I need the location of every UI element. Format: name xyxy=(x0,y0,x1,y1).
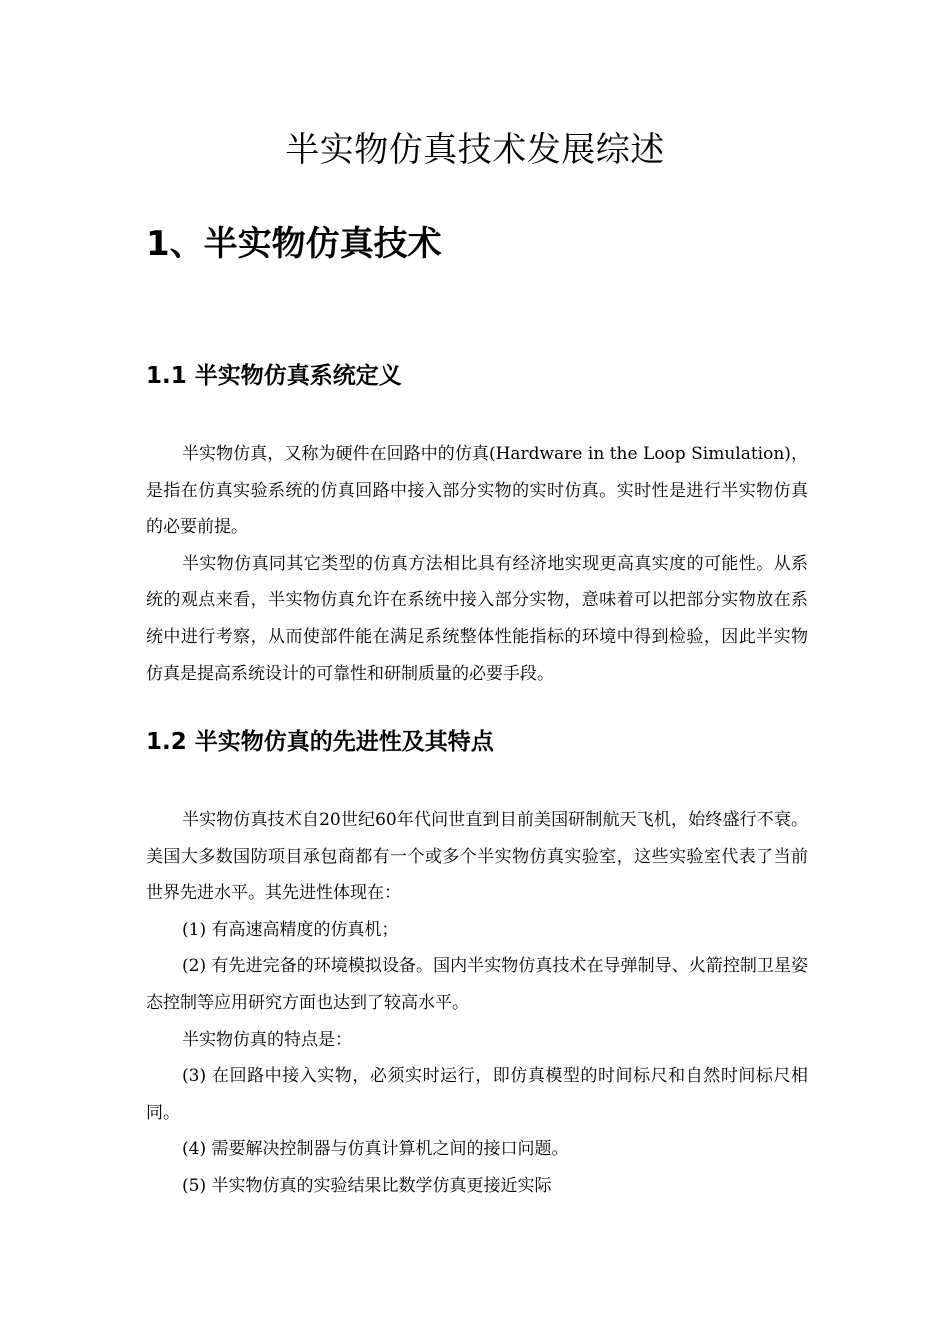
section-heading-1-1: 1.1 半实物仿真系统定义 xyxy=(146,363,402,389)
list-item: (3) 在回路中接入实物，必须实时运行，即仿真模型的时间标尺和自然时间标尺相同。 xyxy=(146,1066,808,1123)
list-item: (2) 有先进完备的环境模拟设备。国内半实物仿真技术在导弹制导、火箭控制卫星姿态控制等应用研究方面也达到了较高水平。 xyxy=(146,956,808,1013)
document-title: 半实物仿真技术发展综述 xyxy=(285,130,665,170)
list-item: (5) 半实物仿真的实验结果比数学仿真更接近实际 xyxy=(182,1175,552,1196)
paragraph: 半实物仿真，又称为硬件在回路中的仿真(Hardware in the Loop Simulation)，是指在仿真实验系统的仿真回路中接入部分实物的实时仿真。实时性是进行半实物仿真的必要前提。 xyxy=(146,444,808,538)
paragraph: 半实物仿真的特点是： xyxy=(182,1029,352,1050)
chapter-heading: 1、半实物仿真技术 xyxy=(146,224,442,264)
paragraph: 半实物仿真同其它类型的仿真方法相比具有经济地实现更高真实度的可能性。从系统的观点来看，半实物仿真允许在系统中接入部分实物，意味着可以把部分实物放在系统中进行考察，从而使部件能在满足系统整体性能指标的环境中得到检验，因此半实物仿真是提高系统设计的可靠性和研制质量的必要手段。 xyxy=(146,553,808,684)
paragraph: 半实物仿真技术自20世纪60年代问世直到目前美国研制航天飞机，始终盛行不衰。美国大多数国防项目承包商都有一个或多个半实物仿真实验室，这些实验室代表了当前世界先进水平。其先进性体现在： xyxy=(146,810,808,904)
section-body-1-2 xyxy=(146,802,808,1205)
list-item: (4) 需要解决控制器与仿真计算机之间的接口问题。 xyxy=(182,1139,569,1160)
section-heading-1-2: 1.2 半实物仿真的先进性及其特点 xyxy=(146,729,494,755)
section-body-1-1 xyxy=(146,436,808,692)
list-item: (1) 有高速高精度的仿真机； xyxy=(182,919,399,940)
